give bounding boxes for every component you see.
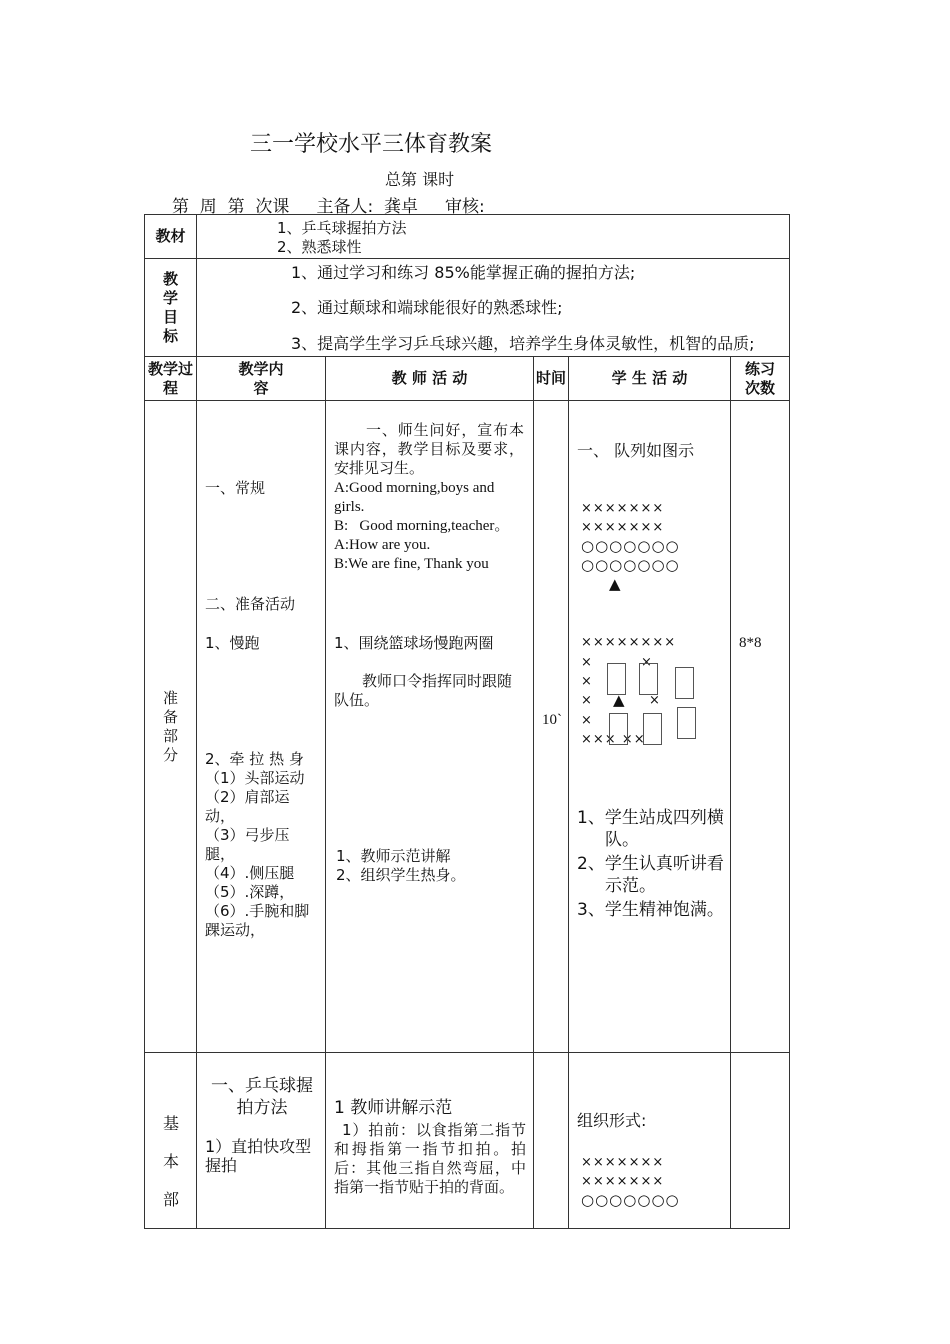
prep-teacher [326, 401, 534, 1053]
lesson-title: 三一学校水平三体育教案 [250, 132, 493, 157]
prep-reps [731, 401, 790, 1053]
basic-content-item: 1）直拍快攻型握拍 [205, 1137, 312, 1175]
prep-student [569, 401, 731, 1053]
dialog-line: B:We are fine, Thank you [334, 556, 489, 572]
basic-label-char: 本 [162, 1152, 179, 1171]
basic-x-row: ××××××× [581, 1155, 665, 1170]
table-box [677, 707, 696, 739]
table-box [675, 667, 694, 699]
demo-line: 2、组织学生热身。 [336, 866, 466, 884]
student-note: 3、学生精神饱满。 [577, 900, 724, 920]
teacher-run: 1、围绕篮球场慢跑两圈 [334, 634, 494, 652]
basic-content-title: 一、乒乓球握拍方法 [211, 1076, 313, 1118]
goals-label [145, 259, 197, 357]
goal-item: 3、提高学生学习乒乓球兴趣，培养学生身体灵敏性，机智的品质; [291, 334, 755, 353]
basic-x-rows [581, 1153, 664, 1191]
dialog-line: B: Good morning,teacher。 [334, 518, 510, 534]
col-content: 教学内容 [197, 357, 326, 401]
col-process: 教学过程 [145, 357, 197, 401]
time-value: 10` [542, 712, 562, 728]
basic-student [569, 1053, 731, 1229]
stretch-item: （5）.深蹲， [205, 883, 295, 901]
formation-title: 一、 队列如图示 [577, 441, 695, 460]
teacher-command: 教师口令指挥同时跟随队伍。 [334, 672, 513, 709]
demo-line: 1、教师示范讲解 [336, 847, 451, 865]
stretch-item: （4）.侧压腿 [205, 864, 295, 882]
prep-label [145, 401, 197, 1053]
dialog-line: A:Good morning,boys and girls. [334, 480, 495, 515]
basic-o-row: ○○○○○○○ [581, 1191, 680, 1209]
stretch-item: （3）弓步压腿， [205, 826, 290, 863]
basic-teacher [326, 1053, 534, 1229]
teacher-dialog [334, 479, 524, 574]
routine: 一、常规 [205, 479, 266, 497]
stretch [205, 750, 317, 940]
run-x: × [581, 713, 593, 728]
basic-label [145, 1053, 197, 1229]
goals-row [145, 259, 790, 357]
formation-o-rows [581, 537, 680, 575]
prep-label-char: 部 [162, 726, 178, 745]
table-box [639, 663, 658, 695]
material-row [145, 215, 790, 259]
basic-label-char: 部 [162, 1190, 179, 1209]
teacher-greet: 一、师生问好，宣布本课内容，教学目标及要求，安排见习生。 [334, 421, 524, 477]
goals-label-char: 学 [162, 288, 178, 307]
goal-item: 1、通过学习和练习 85%能掌握正确的握拍方法; [291, 263, 636, 282]
formation-x-rows [581, 499, 664, 537]
lesson-subtitle: 总第 课时 [385, 170, 455, 189]
basic-time [534, 1053, 569, 1229]
run-bottom-row: ××× ×× [581, 732, 646, 747]
material-label: 教材 [145, 215, 197, 259]
basic-x-row: ××××××× [581, 1174, 665, 1189]
table-box [643, 713, 662, 745]
basic-teacher-title: 1 教师讲解示范 [334, 1098, 453, 1118]
stretch-item: （1）头部运动 [205, 769, 305, 787]
run-x: × [581, 655, 593, 670]
basic-label-char: 基 [162, 1114, 179, 1133]
teacher-marker: ▲ [609, 575, 621, 593]
material-item-1: 1、乒乓球握拍方法 [277, 219, 407, 237]
prep-label-char: 准 [162, 688, 178, 707]
prep-time [534, 401, 569, 1053]
basic-teacher-text: 1）拍前：以食指第二指节和拇指第一指节扣拍。拍后：其他三指自然弯屈，中指第一指节贴于拍的背面。 [334, 1121, 526, 1196]
material-item-2: 2、熟悉球性 [277, 238, 362, 256]
formation-x-row: ××××××× [581, 501, 665, 516]
stretch-item: （6）.手腕和脚踝运动， [205, 902, 310, 939]
prep-content [197, 401, 326, 1053]
run-top-row: ×××××××× [581, 635, 677, 650]
basic-label-chars [145, 1105, 197, 1219]
formation-o-row: ○○○○○○○ [581, 556, 680, 574]
goals-cell [197, 259, 790, 357]
run-x: × [581, 693, 593, 708]
student-note: 1、学生站成四列横队。 [577, 808, 724, 850]
teacher-demo [336, 847, 466, 885]
column-header-row [145, 357, 790, 401]
goals-label-char: 标 [162, 326, 178, 345]
goals-label-char: 教 [162, 269, 178, 288]
col-student: 学 生 活 动 [569, 357, 731, 401]
reps-value: 8*8 [739, 635, 762, 651]
basic-content [197, 1053, 326, 1229]
col-time: 时间 [534, 357, 569, 401]
run-x: × [581, 674, 593, 689]
stretch-title: 2、牵 拉 热 身 [205, 750, 304, 768]
goals-label-char: 目 [162, 307, 178, 326]
material-cell [197, 215, 790, 259]
run-x: × [641, 655, 653, 670]
formation-o-row: ○○○○○○○ [581, 537, 680, 555]
dialog-line: A:How are you. [334, 537, 431, 553]
run-x: × [649, 693, 661, 708]
prep-row [145, 401, 790, 1053]
table-box [609, 713, 628, 745]
basic-row [145, 1053, 790, 1229]
warmup: 二、准备活动 [205, 595, 296, 613]
col-reps: 练习次数 [731, 357, 790, 401]
prep-label-char: 分 [162, 745, 178, 764]
student-note: 2、学生认真听讲看示范。 [577, 854, 724, 896]
col-teacher: 教 师 活 动 [326, 357, 534, 401]
goal-item: 2、通过颠球和端球能很好的熟悉球性; [291, 298, 563, 317]
lesson-plan-table [144, 214, 790, 1229]
prep-label-char: 备 [162, 707, 178, 726]
basic-reps [731, 1053, 790, 1229]
student-notes [577, 807, 727, 921]
stretch-item: （2）肩部运动， [205, 788, 290, 825]
org-label: 组织形式: [577, 1111, 647, 1130]
teacher-marker: ▲ [613, 691, 625, 709]
jog: 1、慢跑 [205, 634, 260, 652]
formation-x-row: ××××××× [581, 520, 665, 535]
lesson-meta: 第 周 第 次课 主备人: 龚卓 审核: [172, 197, 485, 217]
